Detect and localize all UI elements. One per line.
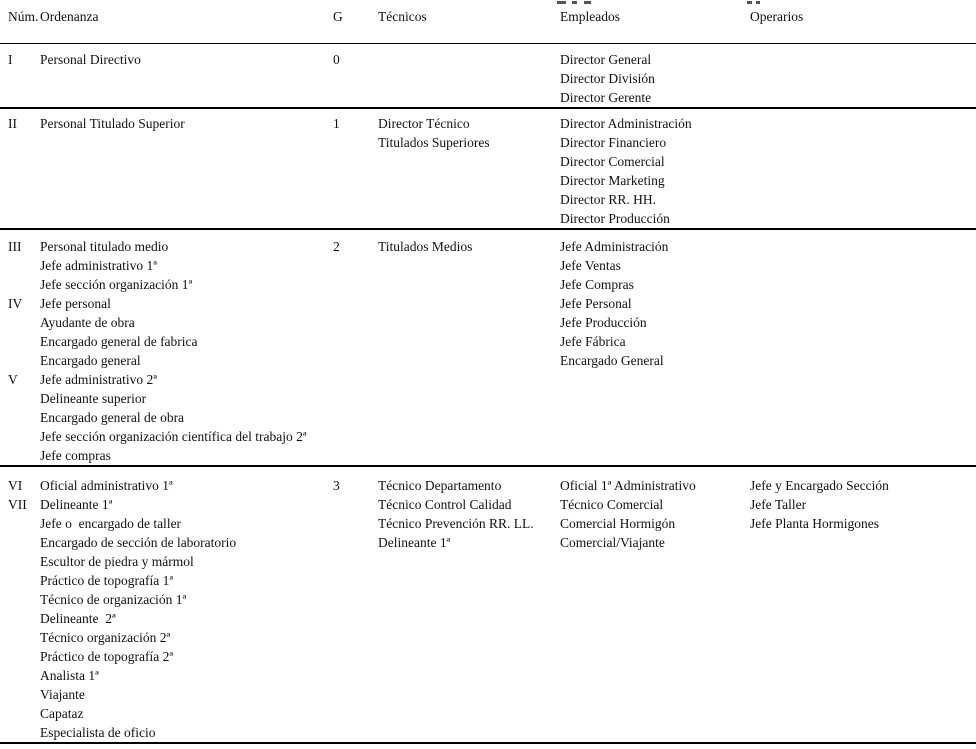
cell-line: Jefe Administración bbox=[560, 239, 669, 254]
cell-line: Técnico Control Calidad bbox=[378, 497, 512, 512]
empleados-column bbox=[560, 50, 750, 107]
cell-line: Titulados Superiores bbox=[378, 135, 490, 150]
header-g: G bbox=[333, 9, 343, 24]
cell-line: Ayudante de obra bbox=[40, 315, 135, 330]
cell-line: Director Comercial bbox=[560, 154, 665, 169]
num-column bbox=[8, 237, 40, 465]
cell-line: Personal titulado medio bbox=[40, 239, 169, 254]
cell-line: Encargado General bbox=[560, 353, 664, 368]
cell-line: Viajante bbox=[40, 687, 85, 702]
cell-line: Jefe administrativo 1ª bbox=[40, 258, 157, 273]
group-row-4 bbox=[0, 467, 976, 744]
cell-line: Director Técnico bbox=[378, 116, 470, 131]
header-num: Núm. bbox=[8, 9, 39, 24]
ordenanza-column bbox=[40, 50, 333, 107]
cell-line: Delineante 1ª bbox=[40, 497, 113, 512]
cell-line: Delineante 2ª bbox=[40, 611, 116, 626]
cell-line: Director General bbox=[560, 52, 652, 67]
cell-line: Práctico de topografía 2ª bbox=[40, 649, 174, 664]
cell-line: Técnico organización 2ª bbox=[40, 630, 171, 645]
cell-line: V bbox=[8, 372, 18, 387]
table-body bbox=[0, 44, 976, 744]
cell-line: Jefe o encargado de taller bbox=[40, 516, 182, 531]
ordenanza-column bbox=[40, 114, 333, 228]
cell-line: Técnico de organización 1ª bbox=[40, 592, 187, 607]
cell-line: Personal Titulado Superior bbox=[40, 116, 185, 131]
table-header bbox=[0, 0, 976, 44]
cell-line bbox=[8, 351, 40, 370]
cell-line: Director División bbox=[560, 71, 655, 86]
ordenanza-column bbox=[40, 476, 333, 742]
cropped-glyph-fragment bbox=[557, 1, 566, 4]
header-tecnicos: Técnicos bbox=[378, 9, 427, 24]
header-operarios: Operarios bbox=[750, 9, 804, 24]
cell-line bbox=[8, 275, 40, 294]
cell-line: Director Financiero bbox=[560, 135, 667, 150]
cell-line: Director Producción bbox=[560, 211, 670, 226]
empleados-column bbox=[560, 237, 750, 465]
cell-line: Jefe Taller bbox=[750, 497, 807, 512]
cell-line: Jefe Personal bbox=[560, 296, 632, 311]
cell-line: Escultor de piedra y mármol bbox=[40, 554, 194, 569]
tecnicos-column bbox=[378, 50, 560, 107]
cell-line: Personal Directivo bbox=[40, 52, 141, 67]
cell-line: Director RR. HH. bbox=[560, 192, 656, 207]
num-column bbox=[8, 114, 40, 228]
cell-line: Jefe y Encargado Sección bbox=[750, 478, 889, 493]
cell-line: Jefe sección organización científica del trabajo 2ª bbox=[40, 429, 307, 444]
cell-line: Director Administración bbox=[560, 116, 692, 131]
empleados-column bbox=[560, 476, 750, 742]
cell-line: Comercial Hormigón bbox=[560, 516, 676, 531]
cell-line: Titulados Medios bbox=[378, 239, 473, 254]
cell-line bbox=[8, 332, 40, 351]
cell-line: II bbox=[8, 116, 17, 131]
cell-line: Encargado de sección de laboratorio bbox=[40, 535, 237, 550]
cell-line: Encargado general de obra bbox=[40, 410, 185, 425]
cell-line bbox=[8, 427, 40, 446]
cell-line: Jefe Producción bbox=[560, 315, 647, 330]
cell-line: Jefe sección organización 1ª bbox=[40, 277, 193, 292]
cropped-glyph-fragment bbox=[747, 1, 752, 4]
cell-line: Jefe Ventas bbox=[560, 258, 621, 273]
cell-line: I bbox=[8, 52, 13, 67]
cell-line: Director Marketing bbox=[560, 173, 665, 188]
header-empleados: Empleados bbox=[560, 9, 620, 24]
num-column bbox=[8, 50, 40, 107]
cell-line bbox=[8, 408, 40, 427]
cell-line: Delineante superior bbox=[40, 391, 147, 406]
cell-line: 1 bbox=[333, 116, 340, 131]
header-ordenanza: Ordenanza bbox=[40, 9, 99, 24]
operarios-column bbox=[750, 114, 968, 228]
cell-line: III bbox=[8, 239, 22, 254]
cell-line: Oficial 1ª Administrativo bbox=[560, 478, 696, 493]
cell-line: IV bbox=[8, 296, 23, 311]
cell-line: 2 bbox=[333, 239, 340, 254]
cell-line: Oficial administrativo 1ª bbox=[40, 478, 173, 493]
cell-line: Analista 1ª bbox=[40, 668, 99, 683]
operarios-column bbox=[750, 50, 968, 107]
cell-line: Especialista de oficio bbox=[40, 725, 156, 740]
cell-line: Delineante 1ª bbox=[378, 535, 451, 550]
cell-line: 0 bbox=[333, 52, 340, 67]
cell-line: Jefe Compras bbox=[560, 277, 634, 292]
cell-line bbox=[8, 256, 40, 275]
cropped-glyph-fragment bbox=[756, 1, 760, 4]
cell-line: Encargado general de fabrica bbox=[40, 334, 198, 349]
operarios-column bbox=[750, 237, 968, 465]
operarios-column bbox=[750, 476, 968, 742]
cell-line: Técnico Departamento bbox=[378, 478, 502, 493]
cell-line: 3 bbox=[333, 478, 340, 493]
cell-line: Jefe Planta Hormigones bbox=[750, 516, 879, 531]
cell-line bbox=[8, 446, 40, 465]
cell-line: Práctico de topografía 1ª bbox=[40, 573, 174, 588]
num-column bbox=[8, 476, 40, 742]
g-column bbox=[333, 114, 378, 228]
cell-line bbox=[8, 313, 40, 332]
g-column bbox=[333, 476, 378, 742]
cell-line bbox=[8, 389, 40, 408]
tecnicos-column bbox=[378, 476, 560, 742]
cropped-glyph-fragment bbox=[584, 1, 591, 4]
g-column bbox=[333, 50, 378, 107]
cell-line: Jefe administrativo 2ª bbox=[40, 372, 157, 387]
tecnicos-column bbox=[378, 237, 560, 465]
cropped-glyph-fragment bbox=[572, 1, 577, 4]
cell-line: VI bbox=[8, 478, 23, 493]
cell-line: Técnico Prevención RR. LL. bbox=[378, 516, 534, 531]
cell-line: Comercial/Viajante bbox=[560, 535, 665, 550]
cell-line: Encargado general bbox=[40, 353, 141, 368]
g-column bbox=[333, 237, 378, 465]
cell-line: Director Gerente bbox=[560, 90, 652, 105]
ordenanza-column bbox=[40, 237, 333, 465]
cell-line: Técnico Comercial bbox=[560, 497, 664, 512]
cell-line: Jefe Fábrica bbox=[560, 334, 626, 349]
cell-line: Capataz bbox=[40, 706, 84, 721]
cell-line: Jefe personal bbox=[40, 296, 111, 311]
tecnicos-column bbox=[378, 114, 560, 228]
group-row-1 bbox=[0, 44, 976, 109]
empleados-column bbox=[560, 114, 750, 228]
cell-line: Jefe compras bbox=[40, 448, 111, 463]
group-row-2 bbox=[0, 109, 976, 230]
group-row-3 bbox=[0, 230, 976, 467]
cell-line: VII bbox=[8, 497, 27, 512]
